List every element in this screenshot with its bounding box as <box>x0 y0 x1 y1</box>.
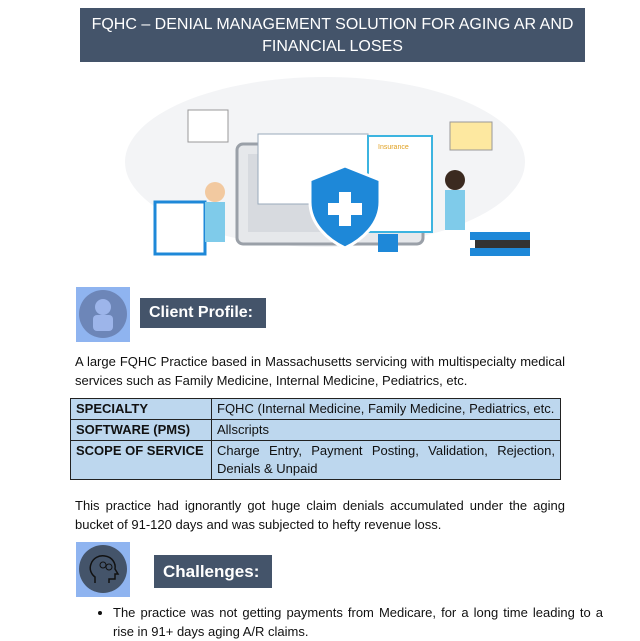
client-profile-icon <box>76 287 130 342</box>
list-item: • The practice was not getting payments from Medicare, for a long time leading to a rise in 91+ days aging A/R claims. <box>113 603 603 641</box>
client-summary: This practice had ignorantly got huge claim denials accumulated under the aging bucket of 91-120 days and was subjected to hefty revenue loss. <box>75 498 565 532</box>
challenges-heading: Challenges: <box>154 555 272 588</box>
table-value: Allscripts <box>212 420 561 441</box>
table-key: SCOPE OF SERVICE <box>71 441 212 480</box>
table-row <box>71 399 561 420</box>
client-intro: A large FQHC Practice based in Massachusetts servicing with multispecialty medical services such as Family Medicine, Internal Medicine, Pediatrics, etc. <box>75 354 565 388</box>
table-key: SOFTWARE (PMS) <box>71 420 212 441</box>
brain-head-icon <box>76 542 130 597</box>
table-value: FQHC (Internal Medicine, Family Medicine, Pediatrics, etc. <box>212 399 561 420</box>
table-row <box>71 420 561 441</box>
healthcare-illustration <box>110 72 540 264</box>
client-profile-table <box>70 398 561 480</box>
client-profile-heading: Client Profile: <box>140 298 266 328</box>
table-key: SPECIALTY <box>71 399 212 420</box>
table-row <box>71 441 561 480</box>
document-title: FQHC – DENIAL MANAGEMENT SOLUTION FOR AGING AR AND FINANCIAL LOSES <box>80 8 585 62</box>
table-value: Charge Entry, Payment Posting, Validation, Rejection, Denials & Unpaid <box>212 441 561 480</box>
challenges-list <box>75 603 603 641</box>
insurance-card-label: Insurance <box>378 144 409 151</box>
